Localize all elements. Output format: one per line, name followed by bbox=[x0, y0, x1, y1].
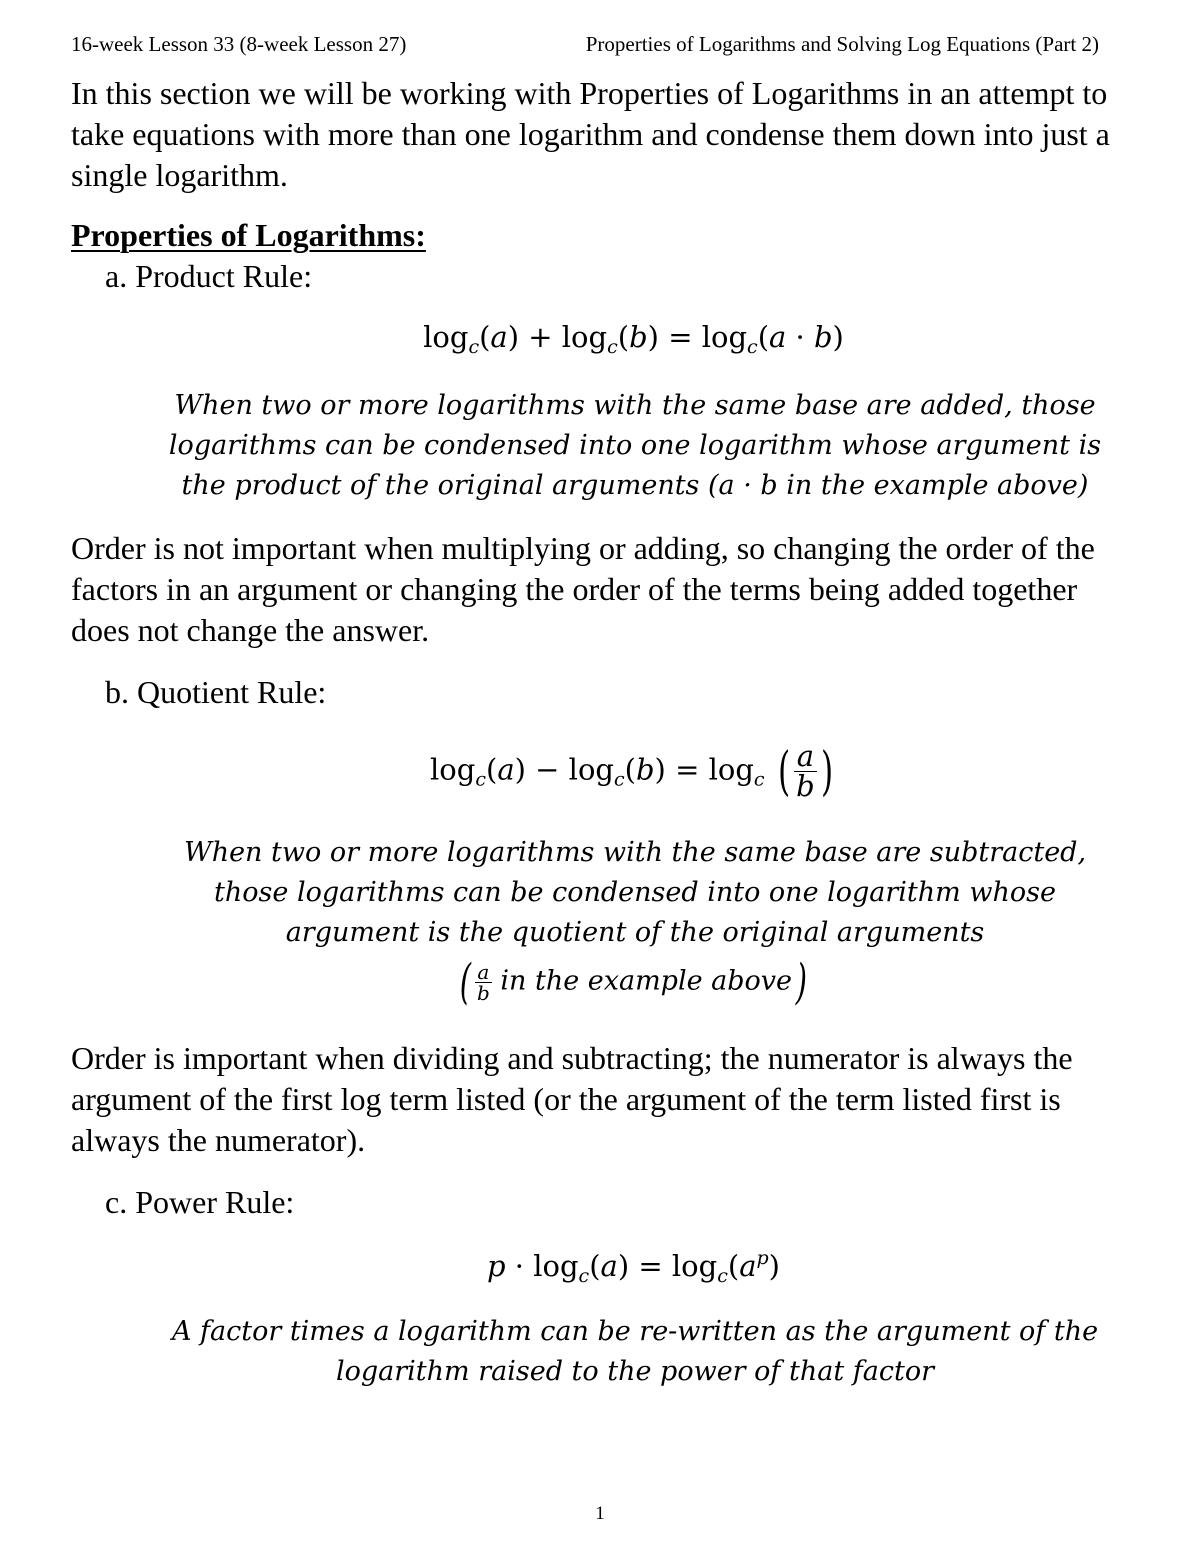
quotient-rule-explanation: When two or more logarithms with the same base are subtracted, those logarithms can be condensed into one logarithm whose argument is the quotient of the original arguments bbox=[183, 837, 1087, 948]
intro-paragraph: In this section we will be working with Properties of Logarithms in an attempt to take equations with more than one logarithm and condense them down into just a single logarithm. bbox=[71, 75, 1110, 193]
quotient-rule-explanation-example: ( $\frac{a}{b}$ in the example above) bbox=[459, 954, 808, 1010]
header-lesson-number: 16-week Lesson 33 (8-week Lesson 27) bbox=[71, 32, 407, 56]
quotient-order-note: Order is important when dividing and subtracting; the numerator is always the argument of the first log term listed (or the argument of the term listed first is always the numerator). bbox=[71, 1040, 1073, 1158]
quotient-rule-formula: $\log_c(a) - \log_c(b) = \log_c$ ( $\frac{a}{b}$ ) bbox=[430, 739, 833, 803]
product-order-note: Order is not important when multiplying or adding, so changing the order of the factors in an argument or changing the order of the terms being added together does not change the answer. bbox=[71, 530, 1095, 648]
power-rule-formula: $p \cdot \log_c(a) = \log_c(a^p)$ bbox=[487, 1247, 780, 1287]
product-rule-formula: $\log_c(a) + \log_c(b) = \log_c(a \cdot b)$ bbox=[423, 320, 844, 358]
quotient-rule-label: b. Quotient Rule: bbox=[105, 674, 327, 710]
power-rule-explanation: A factor times a logarithm can be re-written as the argument of the logarithm raised to the power of that factor bbox=[171, 1316, 1099, 1387]
header-lesson-title: Properties of Logarithms and Solving Log Equations (Part 2) bbox=[585, 32, 1099, 56]
section-heading: Properties of Logarithms: bbox=[71, 217, 426, 253]
power-rule-label: c. Power Rule: bbox=[105, 1184, 295, 1220]
page-number: 1 bbox=[595, 1503, 605, 1524]
product-rule-explanation: When two or more logarithms with the same base are added, those logarithms can be condensed into one logarithm whose argument is the product of the original arguments (a · b in the example above) bbox=[168, 390, 1102, 501]
product-rule-label: a. Product Rule: bbox=[105, 258, 313, 294]
